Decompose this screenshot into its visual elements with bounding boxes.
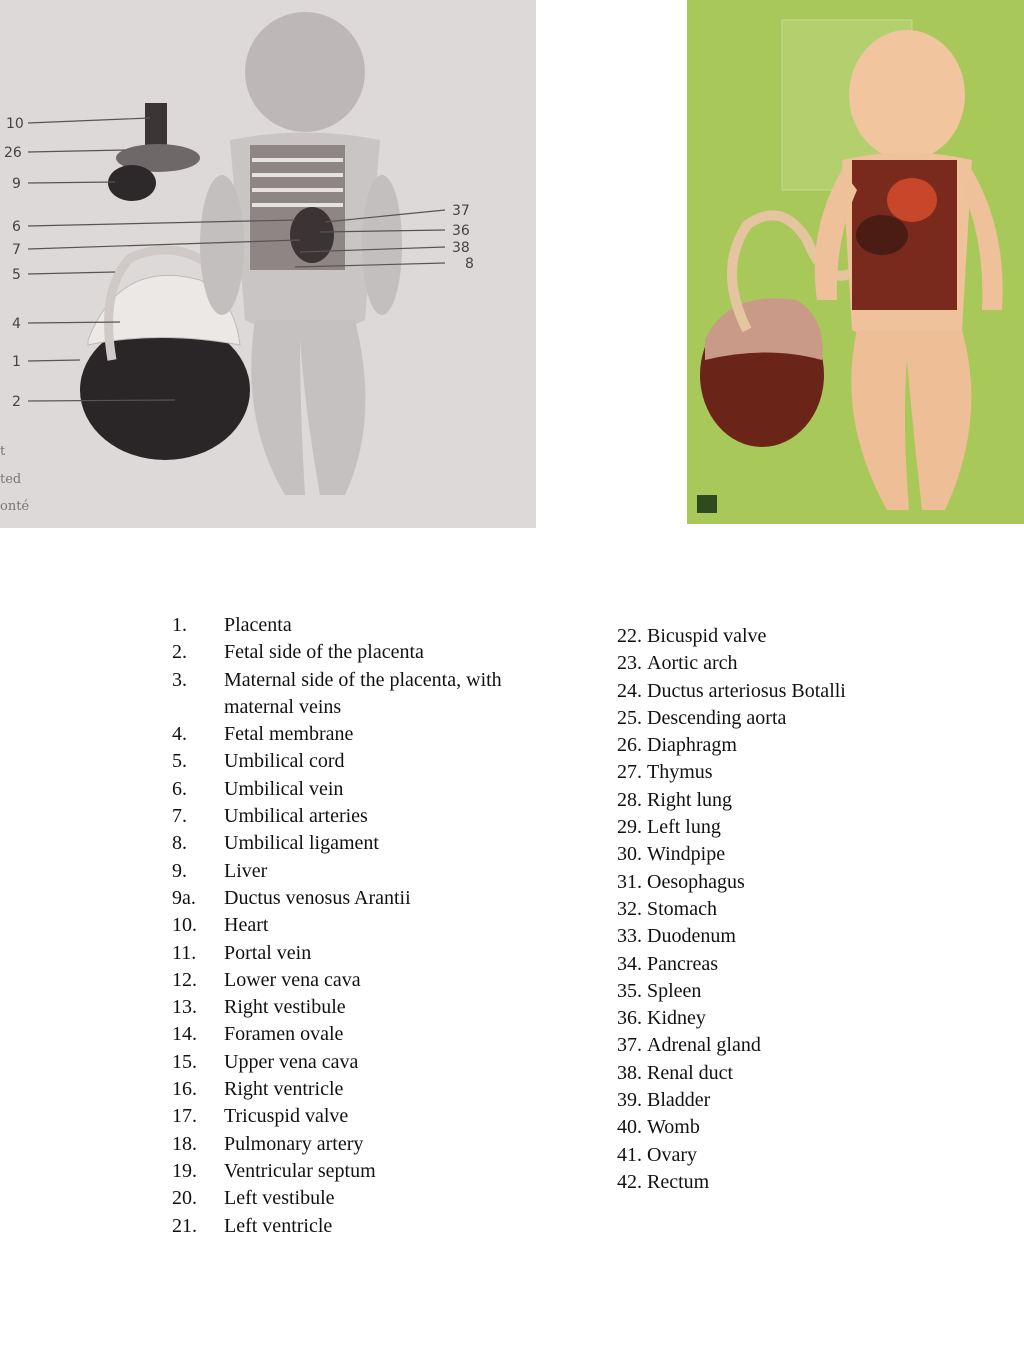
callout-2: 2	[12, 394, 21, 410]
legend-item-number: 31.	[617, 870, 642, 893]
legend-item-label: Aortic arch	[647, 652, 738, 675]
legend-item	[172, 885, 514, 912]
callout-5: 5	[12, 267, 21, 283]
fetal-circulation-diagram-image	[0, 0, 536, 528]
legend-item-number: 16.	[172, 1078, 197, 1101]
legend-item	[617, 759, 846, 786]
legend-item-number: 30.	[617, 843, 642, 866]
legend-item	[172, 776, 514, 803]
legend-item-number: 27.	[617, 761, 642, 784]
legend-item-number: 1.	[172, 614, 187, 636]
legend-item-number: 2.	[172, 641, 187, 664]
callout-1: 1	[12, 354, 21, 370]
legend-item-label: Pancreas	[647, 952, 719, 975]
legend-item-label: Stomach	[647, 897, 717, 920]
baby-left-arm	[200, 175, 244, 315]
baby-legs	[251, 320, 365, 495]
legend-item-number: 9a.	[172, 886, 196, 909]
legend-item	[172, 667, 514, 722]
legend-item-label: Duodenum	[647, 925, 736, 948]
legend-item-number: 39.	[617, 1089, 642, 1112]
baby-right-arm	[362, 175, 402, 315]
legend-item-label: Foramen ovale	[224, 1023, 344, 1046]
legend-item-number: 41.	[617, 1143, 642, 1166]
callout-7: 7	[12, 242, 21, 258]
legend-item-label: Ductus arteriosus Botalli	[647, 679, 846, 702]
legend-item-number: 29.	[617, 816, 642, 839]
margin-fragment-2: ted	[0, 472, 22, 487]
legend-item	[172, 940, 514, 967]
legend-item-label: Bladder	[647, 1089, 711, 1112]
legend-item-label: Right ventricle	[224, 1078, 344, 1101]
legend-item-label: Tricuspid valve	[224, 1105, 349, 1128]
legend-item-number: 3.	[172, 668, 187, 691]
legend-item	[617, 705, 846, 732]
margin-fragment-1: t	[0, 444, 6, 459]
callout-10: 10	[6, 116, 24, 132]
legend-item-number: 10.	[172, 914, 197, 937]
legend-item-label: Spleen	[647, 979, 702, 1002]
legend-item	[172, 1158, 514, 1185]
legend-item	[617, 896, 846, 923]
legend-item-number: 20.	[172, 1187, 197, 1210]
legend-item	[617, 814, 846, 841]
legend-item-label: Fetal membrane	[224, 723, 354, 746]
legend-item-label: Umbilical arteries	[224, 805, 368, 828]
margin-fragment-3: onté	[0, 499, 30, 514]
legend-item	[617, 1169, 846, 1196]
legend-item-label: Right vestibule	[224, 996, 346, 1019]
legend-item-label: Upper vena cava	[224, 1050, 359, 1073]
heart-detail-shape	[145, 103, 167, 148]
legend-item-number: 4.	[172, 723, 187, 746]
legend-item-label: Windpipe	[647, 843, 726, 866]
legend-item	[617, 951, 846, 978]
legend-item	[617, 869, 846, 896]
legend-item-number: 19.	[172, 1159, 197, 1182]
callout-37: 37	[452, 203, 470, 219]
heart-shape	[290, 207, 334, 263]
legend-item-number: 8.	[172, 832, 187, 855]
legend-item-number: 42.	[617, 1170, 642, 1193]
legend-item-label: Liver	[224, 859, 268, 882]
callout-4: 4	[12, 316, 21, 332]
legend-item-number: 17.	[172, 1105, 197, 1128]
legend-item-number: 15.	[172, 1050, 197, 1073]
legend-item-number: 23.	[617, 652, 642, 675]
legend-item-label: Bicuspid valve	[647, 625, 767, 647]
legend-item-label: Portal vein	[224, 941, 312, 964]
legend-item-number: 7.	[172, 805, 187, 828]
legend-item	[617, 1087, 846, 1114]
legend-item	[617, 678, 846, 705]
legend-item	[617, 1114, 846, 1141]
legend-item	[617, 841, 846, 868]
legend-item-number: 32.	[617, 897, 642, 920]
legend-item-label: Lower vena cava	[224, 968, 361, 991]
legend-item	[172, 967, 514, 994]
legend-item	[617, 1060, 846, 1087]
model-right-arm	[962, 170, 1003, 310]
legend-item-label: Pulmonary artery	[224, 1132, 364, 1155]
legend-item-number: 24.	[617, 679, 642, 702]
legend-item	[172, 1049, 514, 1076]
legend-item-number: 13.	[172, 996, 197, 1019]
fetal-model-photo	[687, 0, 1024, 524]
legend-item-number: 12.	[172, 968, 197, 991]
legend-item	[617, 650, 846, 677]
callout-9: 9	[12, 176, 21, 192]
logo-sticker	[697, 495, 717, 513]
liver-detail-shape	[108, 165, 156, 201]
legend-item-number: 22.	[617, 625, 642, 647]
legend-item	[172, 1021, 514, 1048]
legend-item-label: Left ventricle	[224, 1214, 333, 1237]
legend-item-number: 21.	[172, 1214, 197, 1237]
legend-item-label: Oesophagus	[647, 870, 745, 893]
legend-item	[172, 721, 514, 748]
legend-list-left	[172, 612, 514, 1240]
legend-item	[172, 912, 514, 939]
legend-item	[172, 994, 514, 1021]
model-liver	[856, 215, 908, 255]
callout-6: 6	[12, 219, 21, 235]
legend-item-label: Ductus venosus Arantii	[224, 886, 411, 909]
model-head	[849, 30, 965, 160]
callout-8: 8	[465, 256, 474, 272]
legend-item	[172, 1131, 514, 1158]
legend-item-label: Fetal side of the placenta	[224, 641, 424, 664]
baby-head	[245, 12, 365, 132]
legend-item-label: Ventricular septum	[224, 1159, 376, 1182]
legend-item-label: Right lung	[647, 788, 733, 811]
legend-item	[617, 1142, 846, 1169]
legend-item	[172, 1185, 514, 1212]
legend-item	[617, 978, 846, 1005]
legend-item-label: Umbilical vein	[224, 777, 344, 800]
legend-item-number: 11.	[172, 941, 197, 964]
legend-item-number: 6.	[172, 777, 187, 800]
legend-item	[172, 830, 514, 857]
legend-item-label: Left vestibule	[224, 1187, 335, 1210]
callout-26: 26	[4, 145, 22, 161]
legend-item-label: Thymus	[647, 761, 713, 784]
legend-item-label: Maternal side of the placenta, with maternal veins	[224, 668, 502, 718]
legend-item	[617, 732, 846, 759]
legend-item	[172, 1076, 514, 1103]
model-heart	[887, 178, 937, 222]
legend-item-number: 18.	[172, 1132, 197, 1155]
legend-item	[172, 858, 514, 885]
model-legs	[851, 330, 971, 510]
legend-item	[617, 1032, 846, 1059]
legend-item-number: 33.	[617, 925, 642, 948]
legend-item	[172, 639, 514, 666]
legend-list-right	[617, 623, 846, 1196]
legend-item-number: 25.	[617, 706, 642, 729]
legend-item-number: 28.	[617, 788, 642, 811]
legend-item-number: 36.	[617, 1007, 642, 1030]
legend-item-label: Umbilical ligament	[224, 832, 379, 855]
legend-item-number: 34.	[617, 952, 642, 975]
legend-item	[617, 923, 846, 950]
legend-item	[172, 1213, 514, 1240]
legend-item-label: Kidney	[647, 1007, 706, 1030]
legend-item-label: Adrenal gland	[647, 1034, 761, 1057]
legend-item	[172, 803, 514, 830]
legend-item	[172, 612, 514, 639]
legend-item-label: Ovary	[647, 1143, 697, 1166]
legend-item-label: Womb	[647, 1116, 700, 1139]
legend-item	[617, 623, 846, 650]
legend-item-number: 38.	[617, 1061, 642, 1084]
callout-36: 36	[452, 223, 470, 239]
legend-item	[172, 1103, 514, 1130]
legend-item-label: Heart	[224, 914, 269, 937]
legend-item-number: 37.	[617, 1034, 642, 1057]
legend-item-label: Umbilical cord	[224, 750, 345, 773]
model-membrane	[705, 298, 823, 360]
legend-item-label: Descending aorta	[647, 706, 787, 729]
legend-item-number: 40.	[617, 1116, 642, 1139]
legend-item-number: 26.	[617, 734, 642, 757]
legend-item-label: Renal duct	[647, 1061, 734, 1084]
legend-item	[617, 1005, 846, 1032]
legend-item-number: 9.	[172, 859, 187, 882]
legend-item	[617, 787, 846, 814]
legend-item-number: 5.	[172, 750, 187, 773]
legend-item-number: 35.	[617, 979, 642, 1002]
legend-item-label: Rectum	[647, 1170, 710, 1193]
legend-item	[172, 748, 514, 775]
legend-item-number: 14.	[172, 1023, 197, 1046]
legend-item-label: Left lung	[647, 816, 721, 839]
legend-item-label: Placenta	[224, 614, 292, 636]
callout-38: 38	[452, 240, 470, 256]
legend-item-label: Diaphragm	[647, 734, 737, 757]
